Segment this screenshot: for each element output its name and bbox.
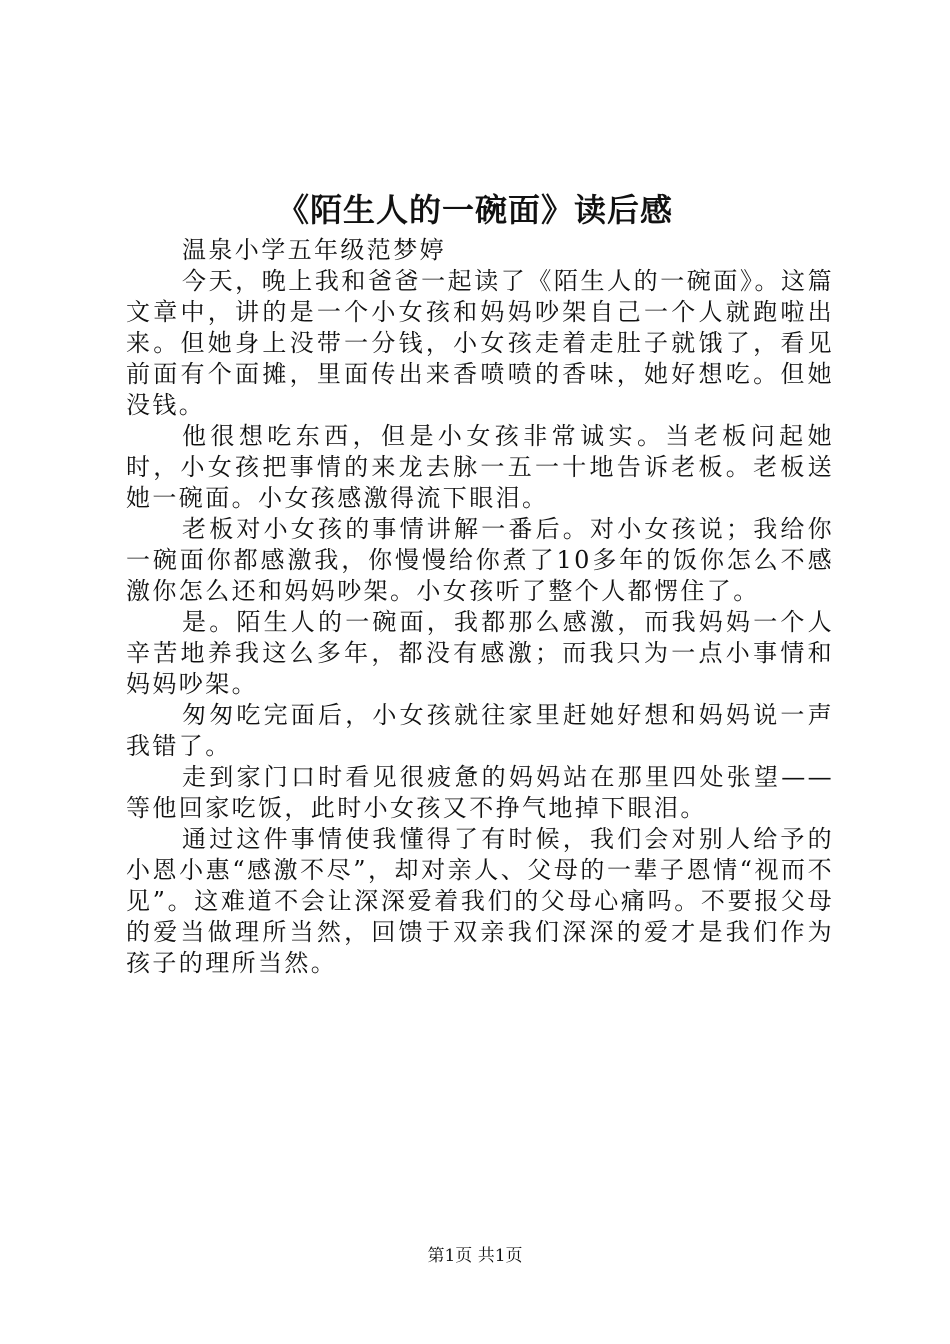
document-body [126,235,834,979]
paragraph-6: 走到家门口时看见很疲惫的妈妈站在那里四处张望——等他回家吃饭，此时小女孩又不挣气地掉下眼泪。 [126,763,834,822]
paragraph-3: 老板对小女孩的事情讲解一番后。对小女孩说；我给你一碗面你都感激我，你慢慢给你煮了10多年的饭你怎么不感激你怎么还和妈妈吵架。小女孩听了整个人都愣住了。 [126,515,834,605]
paragraph-5: 匆匆吃完面后，小女孩就往家里赶她好想和妈妈说一声我错了。 [126,701,834,760]
paragraph-7: 通过这件事情使我懂得了有时候，我们会对别人给予的小恩小惠“感激不尽”，却对亲人、父母的一辈子恩情“视而不见”。这难道不会让深深爱着我们的父母心痛吗。不要报父母的爱当做理所当然，回馈于双亲我们深深的爱才是我们作为孩子的理所当然。 [126,825,834,977]
paragraph-1: 今天，晚上我和爸爸一起读了《陌生人的一碗面》。这篇文章中，讲的是一个小女孩和妈妈吵架自己一个人就跑啦出来。但她身上没带一分钱，小女孩走着走肚子就饿了，看见前面有个面摊，里面传出来香喷喷的香味，她好想吃。但她没钱。 [126,267,834,419]
page-footer: 第1页 共1页 [427,1246,523,1266]
paragraph-4: 是。陌生人的一碗面，我都那么感激，而我妈妈一个人辛苦地养我这么多年，都没有感激；而我只为一点小事情和妈妈吵架。 [126,608,834,698]
author-line: 温泉小学五年级范梦婷 [182,236,446,264]
document-title: 《陌生人的一碗面》读后感 [276,191,673,229]
paragraph-2: 他很想吃东西，但是小女孩非常诚实。当老板问起她时，小女孩把事情的来龙去脉一五一十地告诉老板。老板送她一碗面。小女孩感激得流下眼泪。 [126,422,834,512]
